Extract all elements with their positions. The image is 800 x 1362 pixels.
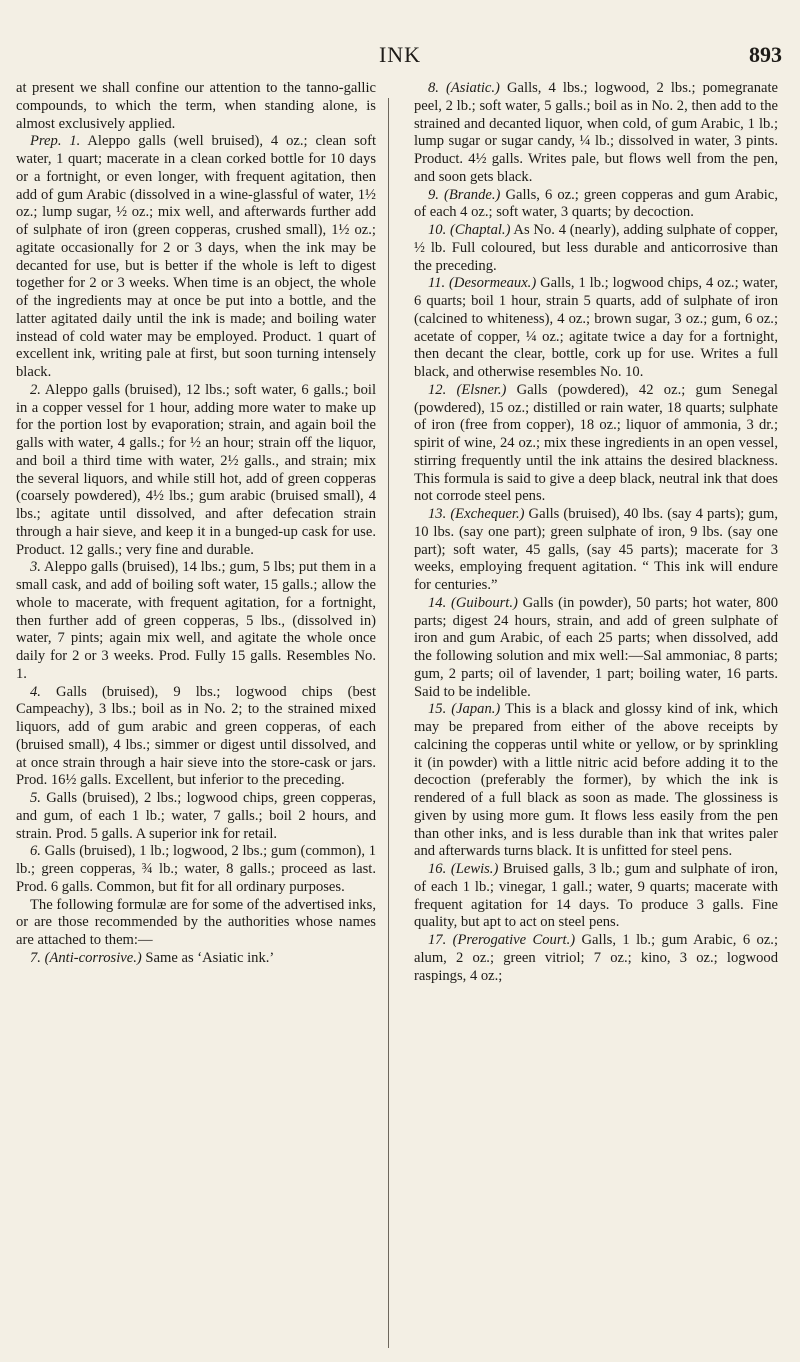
entry-label: 11. (Desormeaux.) (428, 275, 537, 292)
entry-label: 12. (Elsner.) (428, 381, 507, 398)
entry-text: Galls, 6 oz.; green copperas and gum Arabic, of each 4 oz.; soft water, 3 quarts; by decoction. (414, 186, 778, 221)
entry-text: Galls (bruised), 40 lbs. (say 4 parts); gum, 10 lbs. (say one part); green sulphate of iron, 9 lbs. (say one part); soft water, 45 galls, (say 45 parts); macerate for 3 weeks, employing frequent agitation. “ This ink will endure for centuries.” (414, 506, 778, 593)
entry-label: 6. (30, 843, 41, 860)
entry-text: This is a black and glossy kind of ink, which may be prepared from either of the above receipts by calcining the copperas until white or yellow, or by sprinkling it (in powder) with a little nitric acid before adding it to the decoction (preferably the former), by which the ink is rendered of a full black as soon as made. The glossiness is given by using more gum. It flows less easily from the pen than other inks, and is less durable than ink that writes paler and afterwards turns black. It is unfitted for steel pens. (414, 701, 778, 860)
entry-text: Aleppo galls (well bruised), 4 oz.; clean soft water, 1 quart; macerate in a clean corked bottle for 10 days or a fortnight, or even longer, with frequent agitation, then add of gum Arabic (dissolved in a wine-glassful of water, 1½ oz.; lump sugar, ½ oz.; mix well, and afterwards further add of sulphate of iron (green copperas, crushed small), 1½ oz.; agitate occasionally for 2 or 3 days, when the ink may be decanted for use, but is better if the whole is left to digest together for 2 or 3 weeks. When time is an object, the whole of the ingredients may at once be put into a bottle, and the latter agitated daily until the ink is made; and boiling water instead of cold water may be employed. Product. 1 quart of excellent ink, writing pale at first, but soon turning intensely black. (16, 133, 376, 380)
entry-text: Bruised galls, 3 lb.; gum and sulphate of iron, of each 1 lb.; vinegar, 1 gall.; water, 9 quarts; macerate with frequent agitation for 14 days. To produce 3 galls. Fine quality, but apt to act on steel pens. (414, 861, 778, 931)
entry-label: 4. (30, 683, 41, 700)
entry-text: As No. 4 (nearly), adding sulphate of copper, ½ lb. Full coloured, but less durable and anticorrosive than the preceding. (414, 222, 778, 274)
recipe-14 (414, 595, 778, 702)
entry-text: Galls (bruised), 9 lbs.; logwood chips (best Campeachy), 3 lbs.; boil as in No. 2; to the strained mixed liquors, add of gum arabic and green copperas, of each (bruised small), 4 lbs.; simmer or digest until dissolved, and at once strain through a hair sieve into the store-cask or jars. Prod. 16½ galls. Excellent, but inferior to the preceding. (16, 683, 376, 789)
recipe-6 (16, 843, 376, 896)
entry-label: 8. (Asiatic.) (428, 80, 500, 96)
formulae-intro (16, 897, 376, 950)
recipe-5 (16, 790, 376, 843)
page-header (0, 38, 800, 78)
recipe-12 (414, 382, 778, 506)
recipe-16 (414, 861, 778, 932)
entry-text: Galls (bruised), 1 lb.; logwood, 2 lbs.; gum (common), 1 lb.; green copperas, ¾ lb.; water, 8 galls.; proceed as last. Prod. 6 galls. Common, but fit for all ordinary purposes. (16, 843, 376, 895)
entry-label: 16. (Lewis.) (428, 861, 499, 877)
recipe-4 (16, 684, 376, 791)
entry-text: Galls (in powder), 50 parts; hot water, 800 parts; digest 24 hours, strain, and add of green sulphate of iron and gum Arabic, of each 25 parts; when dissolved, add the following solution and mix well:—Sal ammoniac, 8 parts; gum, 2 parts; oil of lavender, 1 part; boiling water, 16 parts. Said to be indelible. (414, 594, 778, 700)
entry-text: Same as ‘Asiatic ink.’ (145, 949, 275, 966)
entry-label: 17. (Prerogative Court.) (428, 932, 576, 948)
entry-text: Galls, 4 lbs.; logwood, 2 lbs.; pomegranate peel, 2 lb.; soft water, 5 galls.; boil as in No. 2, then add to the strained and decanted liquor, when cold, of gum Arabic, 1 lb.; lump sugar or sugar candy, ¼ lb.; dissolved in water, 3 pints. Product. 4½ galls. Writes pale, but flows well from the pen, and soon gets black. (414, 80, 778, 185)
entry-text: Galls (powdered), 42 oz.; gum Senegal (powdered), 15 oz.; distilled or rain water, 18 quarts; sulphate of iron (free from copper), 18 oz.; liquor of ammonia, 3 dr.; spirit of wine, 24 oz.; mix these ingredients in an open vessel, stirring frequently until the ink attains the desired blackness. This formula is said to give a deep black, neutral ink that does not corrode steel pens. (414, 381, 778, 505)
recipe-3 (16, 559, 376, 683)
entry-text: Galls, 1 lb.; gum Arabic, 6 oz.; alum, 2 oz.; green vitriol; 7 oz.; kino, 3 oz.; logwood raspings, 4 oz.; (414, 932, 778, 984)
entry-text: Aleppo galls (bruised), 14 lbs.; gum, 5 lbs; put them in a small cask, and add of boiling soft water, 15 galls.; allow the whole to macerate, with frequent agitation, for a fortnight, then further add of green copperas, 5 lbs., (dissolved in) water, 7 pints; again mix well, and agitate the whole once daily for 2 or 3 weeks. Prod. Fully 15 galls. Resembles No. 1. (16, 559, 376, 682)
recipe-13 (414, 506, 778, 595)
entry-label: 3. (30, 559, 41, 576)
entry-label: 13. (Exchequer.) (428, 506, 525, 522)
entry-label: 2. (30, 381, 41, 398)
recipe-10 (414, 222, 778, 275)
entry-label: 9. (Brande.) (428, 186, 501, 203)
entry-text: at present we shall confine our attention to the tanno-gallic compounds, to which the term, when standing alone, is almost exclusively applied. (16, 80, 376, 132)
recipe-9 (414, 187, 778, 223)
entry-label: 15. (Japan.) (428, 701, 501, 718)
entry-label: 5. (30, 790, 41, 806)
page-number: 893 (749, 42, 782, 67)
entry-text: The following formulæ are for some of the advertised inks, or are those recommended by the authorities whose names are attached to them:— (16, 896, 376, 948)
recipe-15 (414, 701, 778, 861)
entry-text: Galls (bruised), 2 lbs.; logwood chips, green copperas, and gum, of each 1 lb.; water, 7 galls.; boil 2 hours, and strain. Prod. 5 galls. A superior ink for retail. (16, 790, 376, 842)
left-column (16, 80, 376, 1350)
recipe-7 (16, 950, 376, 968)
entry-text: Aleppo galls (bruised), 12 lbs.; soft water, 6 galls.; boil in a copper vessel for 1 hour, adding more water to make up for the portion lost by evaporation; strain, and again boil the galls with water, 4 galls.; for ½ an hour; strain off the liquor, and boil a third time with water, 2½ galls., and strain; mix the several liquors, and while still hot, add of green copperas (coarsely powdered), 4½ lbs.; gum arabic (bruised small), 4 lbs.; agitate until dissolved, and after defecation strain through a hair sieve, and keep it in a bunged-up cask for use. Product. 12 galls.; very fine and durable. (16, 381, 376, 558)
entry-label: 10. (Chaptal.) (428, 222, 511, 238)
recipe-2 (16, 382, 376, 560)
recipe-8 (414, 80, 778, 187)
recipe-11 (414, 275, 778, 382)
running-head: INK (378, 42, 422, 67)
entry-label: Prep. 1. (30, 133, 81, 150)
column-divider (388, 98, 389, 1348)
entry-label: 7. (Anti-corrosive.) (30, 949, 142, 966)
recipe-1 (16, 133, 376, 382)
recipe-17 (414, 932, 778, 985)
text-columns (16, 80, 786, 1350)
entry-label: 14. (Guibourt.) (428, 594, 518, 611)
intro-paragraph (16, 80, 376, 133)
right-column (414, 80, 778, 1350)
entry-text: Galls, 1 lb.; logwood chips, 4 oz.; water, 6 quarts; boil 1 hour, strain 5 quarts, add of sulphate of iron (calcined to whiteness), 4 oz.; brown sugar, 3 oz.; gum, 6 oz.; acetate of copper, ¼ oz.; agitate twice a day for a fortnight, then decant the clear, bottle, cork up for use. Writes a full black, and otherwise resembles No. 10. (414, 275, 778, 380)
